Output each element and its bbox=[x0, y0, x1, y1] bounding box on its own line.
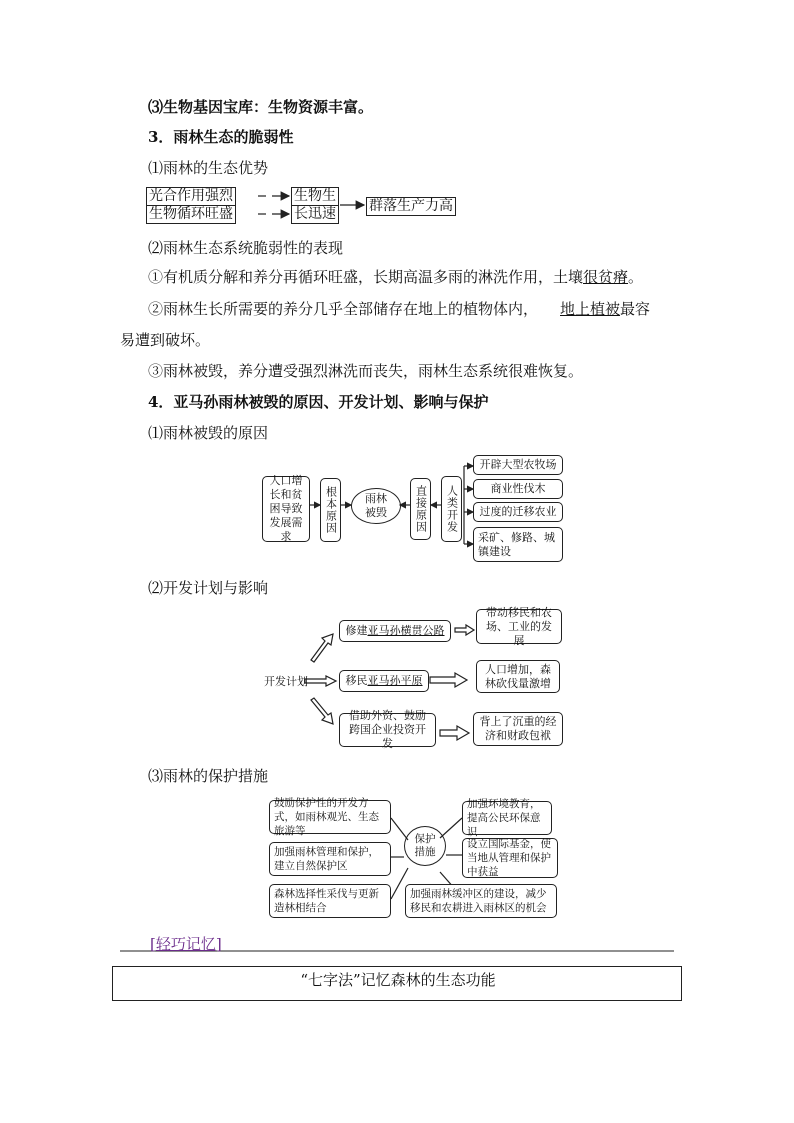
adv-photosynthesis: 光合作用强烈 bbox=[146, 187, 236, 206]
plan-result-2: 人口增加，森林砍伐量激增 bbox=[476, 660, 560, 693]
cause-direct-label: 直接原因 bbox=[410, 478, 431, 540]
heading-3: 3．雨林生态的脆弱性 bbox=[148, 128, 294, 146]
fragility-point-1-answer: 很贫瘠 bbox=[583, 268, 629, 286]
fragility-point-2-cont: 易遭到破坏。 bbox=[120, 331, 211, 349]
cause-center-node: 雨林被毁 bbox=[351, 488, 401, 524]
cause-population: 人口增长和贫困导致发展需求 bbox=[262, 476, 310, 542]
cause-item-1: 开辟大型农牧场 bbox=[473, 455, 563, 475]
cause-root-label: 根本原因 bbox=[320, 478, 341, 542]
memo-box-text: “七字法”记忆森林的生态功能 bbox=[300, 971, 496, 989]
subheading-ecological-advantage: ⑴雨林的生态优势 bbox=[148, 159, 269, 177]
fragility-point-3: ③雨林被毁，养分遭受强烈淋洗而丧失，雨林生态系统很难恢复。 bbox=[148, 362, 584, 380]
cause-item-2: 商业性伐木 bbox=[473, 479, 563, 499]
heading-4: 4．亚马孙雨林被毁的原因、开发计划、影响与保护 bbox=[148, 393, 489, 411]
adv-productivity: 群落生产力高 bbox=[366, 197, 456, 216]
subheading-causes: ⑴雨林被毁的原因 bbox=[148, 424, 269, 442]
plan-highway-verb: 修建 bbox=[345, 624, 368, 637]
plan-migration-place: 亚马孙平原 bbox=[367, 674, 423, 687]
memo-label: [轻巧记忆] bbox=[150, 935, 222, 953]
fragility-point-1-end: 。 bbox=[628, 268, 644, 286]
plan-result-1: 带动移民和农场、工业的发展 bbox=[476, 609, 562, 644]
protect-center-node: 保护措施 bbox=[404, 826, 446, 866]
fragility-point-2-text: ②雨林生长所需要的养分几乎全部储存在地上的植物体内， bbox=[148, 300, 539, 318]
plan-highway-name: 亚马孙横贯公路 bbox=[367, 624, 445, 637]
item-3-text: 生物基因宝库：生物资源丰富。 bbox=[163, 98, 374, 116]
adv-growth-1: 生物生 bbox=[291, 187, 339, 206]
subheading-fragility: ⑵雨林生态系统脆弱性的表现 bbox=[148, 239, 344, 257]
plan-migration-verb: 移民 bbox=[345, 674, 368, 687]
item-3-number: ⑶ bbox=[148, 98, 164, 116]
protect-right-2: 设立国际基金，使当地从管理和保护中获益 bbox=[462, 838, 558, 878]
fragility-point-2-answer: 地上植被 bbox=[560, 300, 621, 318]
plan-result-3: 背上了沉重的经济和财政包袱 bbox=[473, 712, 563, 746]
protect-left-2: 加强雨林管理和保护，建立自然保护区 bbox=[269, 842, 391, 876]
fragility-point-2-end: 最容 bbox=[620, 300, 651, 318]
memo-box bbox=[112, 966, 682, 1001]
adv-biocycle: 生物循环旺盛 bbox=[146, 205, 236, 224]
protect-left-3: 森林选择性采伐与更新造林相结合 bbox=[269, 884, 391, 918]
cause-item-4: 采矿、修路、城镇建设 bbox=[473, 527, 563, 562]
fragility-point-1-text: ①有机质分解和养分再循环旺盛，长期高温多雨的淋洗作用，土壤 bbox=[148, 268, 584, 286]
protect-right-1: 加强环境教育，提高公民环保意识 bbox=[462, 801, 552, 835]
plan-foreign-investment: 借助外资、鼓励跨国企业投资开发 bbox=[339, 713, 436, 747]
protect-right-3: 加强雨林缓冲区的建设，减少移民和农耕进入雨林区的机会 bbox=[405, 884, 557, 918]
subheading-protection: ⑶雨林的保护措施 bbox=[148, 767, 269, 785]
plan-label: 开发计划 bbox=[264, 675, 308, 688]
adv-growth-2: 长迅速 bbox=[291, 205, 339, 224]
plan-highway bbox=[339, 620, 451, 642]
plan-migration bbox=[339, 670, 429, 692]
subheading-plan: ⑵开发计划与影响 bbox=[148, 579, 269, 597]
cause-item-3: 过度的迁移农业 bbox=[473, 502, 563, 522]
protect-left-1: 鼓励保护性的开发方式，如雨林观光、生态旅游等 bbox=[269, 800, 391, 834]
cause-human-label: 人类开发 bbox=[441, 476, 462, 542]
